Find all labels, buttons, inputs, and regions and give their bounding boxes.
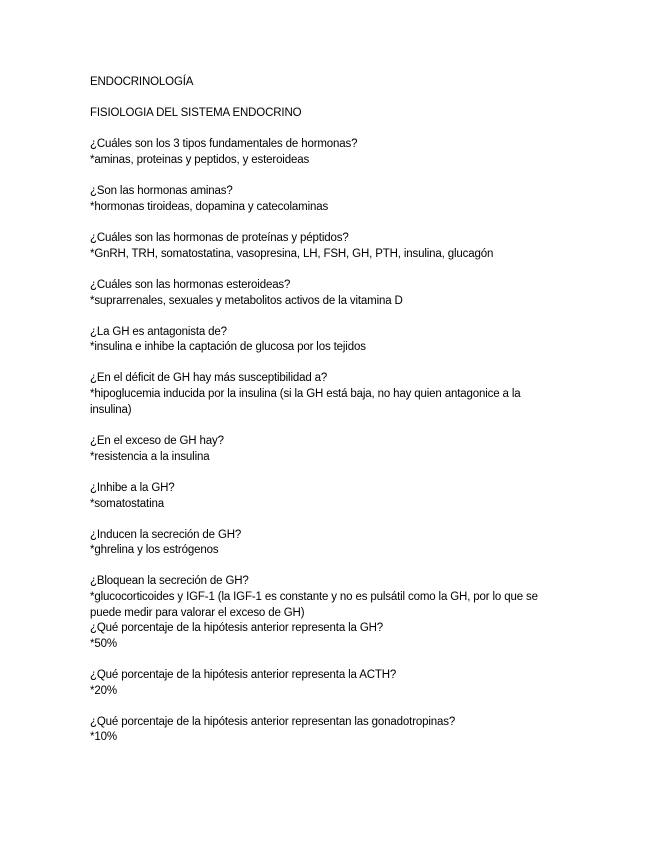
answer-12: *20% [90,685,117,697]
question-11: ¿Qué porcentaje de la hipótesis anterior representa la GH? [90,622,384,634]
answer-9: *ghrelina y los estrógenos [90,544,219,556]
document-title: ENDOCRINOLOGÍA [90,76,194,88]
answer-5: *insulina e inhibe la captación de glucosa por los tejidos [90,341,366,353]
answer-1: *aminas, proteinas y peptidos, y esteroideas [90,154,310,166]
question-6: ¿En el déficit de GH hay más susceptibilidad a? [90,372,328,384]
question-12: ¿Qué porcentaje de la hipótesis anterior representa la ACTH? [90,669,397,681]
question-13: ¿Qué porcentaje de la hipótesis anterior representan las gonadotropinas? [90,716,456,728]
answer-6-line-1: *hipoglucemia inducida por la insulina (si la GH está baja, no hay quien antagonice a la [90,388,521,400]
answer-7: *resistencia a la insulina [90,451,210,463]
answer-13: *10% [90,731,117,743]
answer-3: *GnRH, TRH, somatostatina, vasopresina, LH, FSH, GH, PTH, insulina, glucagón [90,248,494,260]
question-9: ¿Inducen la secreción de GH? [90,529,242,541]
question-5: ¿La GH es antagonista de? [90,326,227,338]
question-4: ¿Cuáles son las hormonas esteroideas? [90,279,291,291]
answer-2: *hormonas tiroideas, dopamina y catecolaminas [90,201,329,213]
question-10: ¿Bloquean la secreción de GH? [90,575,249,587]
question-7: ¿En el exceso de GH hay? [90,435,224,447]
question-1: ¿Cuáles son los 3 tipos fundamentales de hormonas? [90,138,358,150]
answer-8: *somatostatina [90,498,164,510]
answer-11: *50% [90,638,117,650]
section-heading: FISIOLOGIA DEL SISTEMA ENDOCRINO [90,107,302,119]
question-8: ¿Inhibe a la GH? [90,482,175,494]
answer-10-line-2: puede medir para valorar el exceso de GH) [90,607,305,619]
answer-10-line-1: *glucocorticoides y IGF-1 (la IGF-1 es constante y no es pulsátil como la GH, por lo que se [90,591,538,603]
question-2: ¿Son las hormonas aminas? [90,185,233,197]
question-3: ¿Cuáles son las hormonas de proteínas y péptidos? [90,232,349,244]
answer-6-line-2: insulina) [90,404,132,416]
answer-4: *suprarrenales, sexuales y metabolitos activos de la vitamina D [90,295,403,307]
